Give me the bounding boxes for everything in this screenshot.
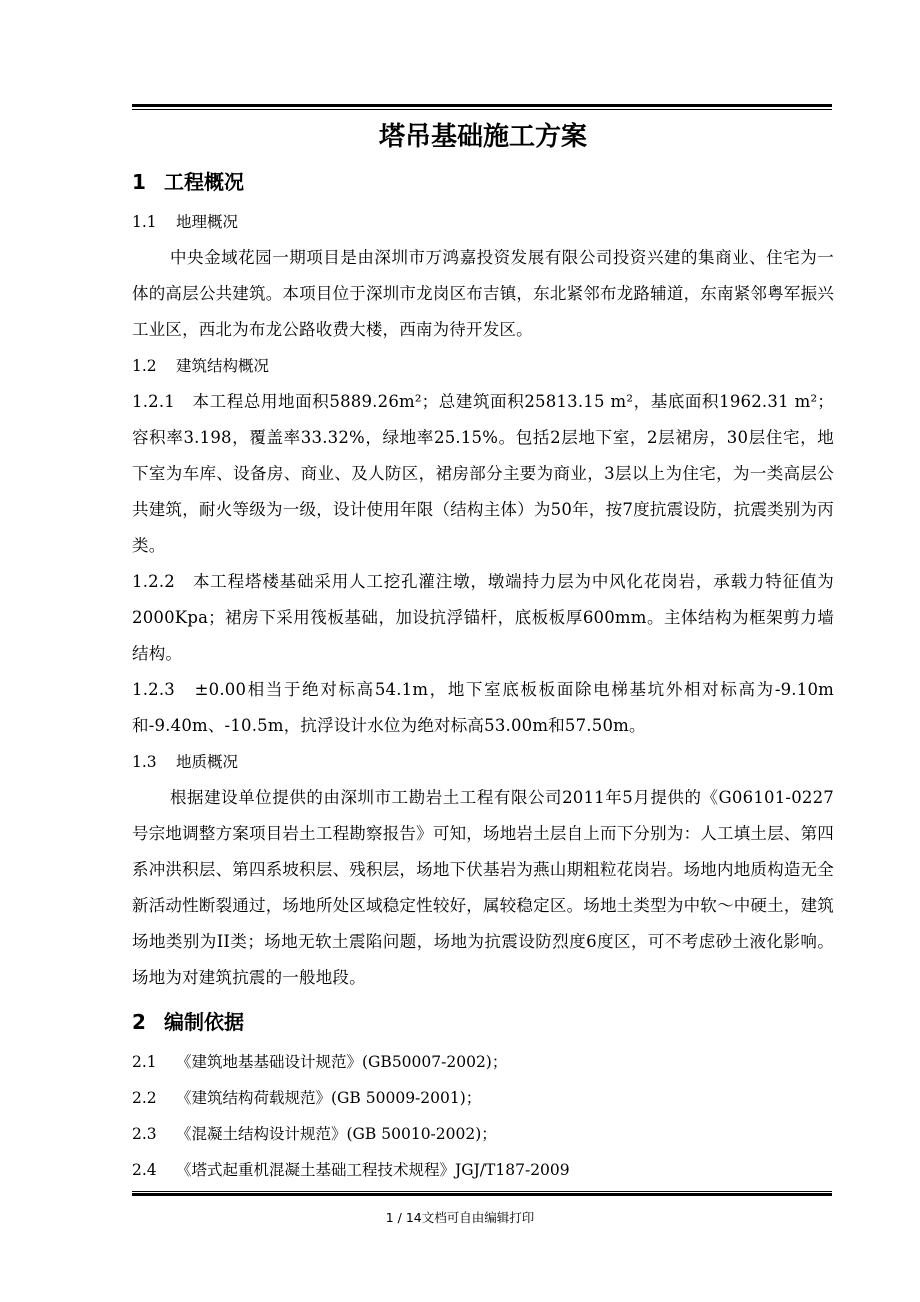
section-title: 工程概况 [164, 170, 244, 194]
document-body [132, 112, 834, 1188]
reference-item [132, 1116, 834, 1152]
subsection-title: 地质概况 [176, 753, 239, 771]
section-heading [132, 160, 834, 204]
reference-number: 2.1 [132, 1053, 157, 1071]
subsection-heading [132, 348, 834, 384]
section-title: 编制依据 [164, 1010, 244, 1034]
subsection-heading [132, 204, 834, 240]
subsection-number: 1.2 [132, 357, 157, 375]
reference-number: 2.3 [132, 1125, 157, 1143]
reference-item [132, 1152, 834, 1188]
reference-text: 《混凝土结构设计规范》(GB 50010-2002)； [176, 1125, 497, 1143]
reference-item [132, 1044, 834, 1080]
subsection-title: 地理概况 [176, 213, 239, 231]
page-footer: 1 / 14文档可自由编辑打印 [385, 1210, 535, 1225]
document-title: 塔吊基础施工方案 [378, 122, 587, 152]
reference-number: 2.2 [132, 1089, 157, 1107]
paragraph-geography: 中央金域花园一期项目是由深圳市万鸿嘉投资发展有限公司投资兴建的集商业、住宅为一体的高层公共建筑。本项目位于深圳市龙岗区布吉镇，东北紧邻布龙路辅道，东南紧邻粤军振兴工业区，西北为布龙公路收费大楼，西南为待开发区。 [132, 248, 834, 339]
paragraph-item: 1.2.1 本工程总用地面积5889.26m²；总建筑面积25813.15 m²，基底面积1962.31 m²；容积率3.198，覆盖率33.32%，绿地率25.15%。包括2层地下室，2层裙房，30层住宅，地下室为车库、设备房、商业、及人防区，裙房部分主要为商业，3层以上为住宅，为一类高层公共建筑，耐火等级为一级，设计使用年限（结构主体）为50年，按7度抗震设防，抗震类别为丙类。 [132, 392, 834, 555]
section-heading [132, 1000, 834, 1044]
header-rule [132, 104, 832, 111]
paragraph-item: 1.2.3 ±0.00相当于绝对标高54.1m，地下室底板板面除电梯基坑外相对标高为-9.10m和-9.40m、-10.5m，抗浮设计水位为绝对标高53.00m和57.50m。 [132, 680, 834, 735]
paragraph-geology: 根据建设单位提供的由深圳市工勘岩土工程有限公司2011年5月提供的《G06101-0227号宗地调整方案项目岩土工程勘察报告》可知，场地岩土层自上而下分别为：人工填土层、第四系冲洪积层、第四系坡积层、残积层，场地下伏基岩为燕山期粗粒花岗岩。场地内地质构造无全新活动性断裂通过，场地所处区域稳定性较好，属较稳定区。场地土类型为中软～中硬土，建筑场地类别为II类；场地无软土震陷问题，场地为抗震设防烈度6度区，可不考虑砂土液化影响。场地为对建筑抗震的一般地段。 [132, 788, 834, 987]
section-number: 2 [132, 1010, 146, 1034]
reference-text: 《建筑结构荷载规范》(GB 50009-2001)； [176, 1089, 482, 1107]
paragraph-item: 1.2.2 本工程塔楼基础采用人工挖孔灌注墩，墩端持力层为中风化花岗岩，承载力特征值为2000Kpa；裙房下采用筏板基础，加设抗浮锚杆，底板板厚600mm。主体结构为框架剪力墙结构。 [132, 572, 834, 663]
footer-rule [132, 1191, 832, 1198]
subsection-number: 1.3 [132, 753, 157, 771]
subsection-heading [132, 744, 834, 780]
reference-text: 《建筑地基基础设计规范》(GB50007-2002)； [176, 1053, 508, 1071]
subsection-title: 建筑结构概况 [176, 357, 270, 375]
reference-item [132, 1080, 834, 1116]
subsection-number: 1.1 [132, 213, 157, 231]
reference-text: 《塔式起重机混凝土基础工程技术规程》JGJ/T187-2009 [176, 1161, 570, 1179]
section-number: 1 [132, 170, 146, 194]
reference-number: 2.4 [132, 1161, 157, 1179]
